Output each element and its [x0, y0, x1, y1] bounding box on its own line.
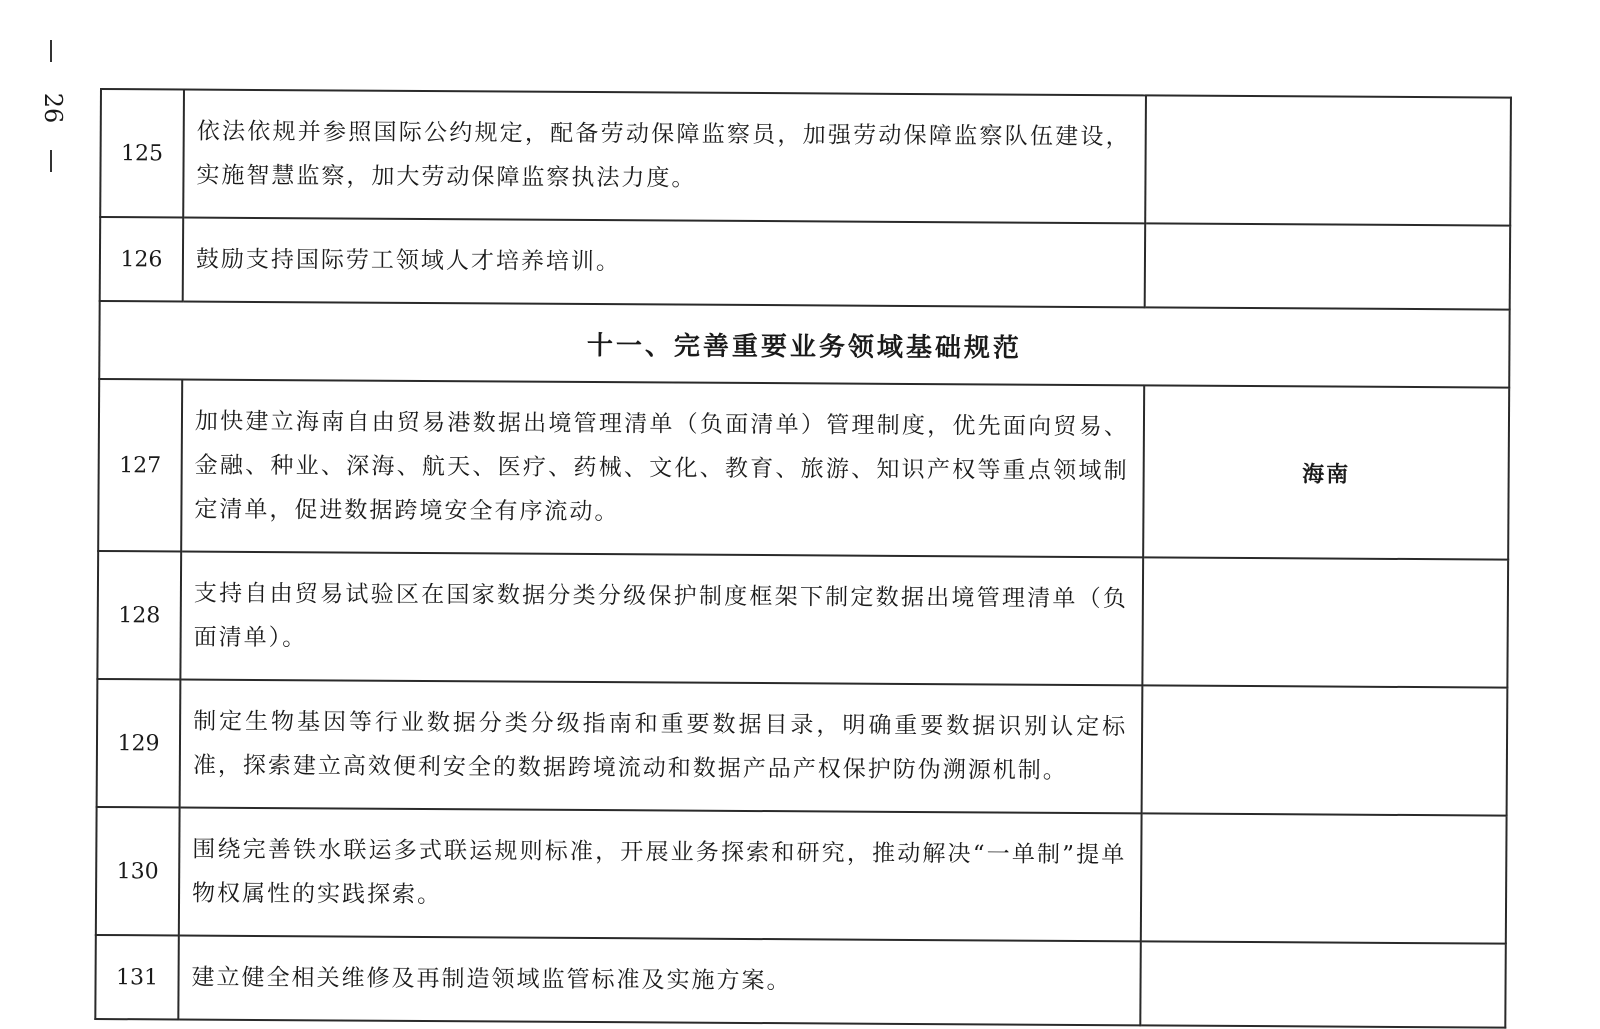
row-region	[1142, 685, 1508, 815]
table-row	[100, 217, 1510, 310]
row-number: 127	[98, 379, 182, 552]
policy-table	[94, 88, 1512, 1029]
table-row	[100, 89, 1511, 226]
row-number: 129	[97, 679, 181, 808]
page-number-dash-bottom	[50, 150, 52, 172]
row-number: 130	[96, 807, 180, 936]
row-number: 128	[97, 551, 181, 680]
table-row	[95, 935, 1505, 1028]
page-number-dash-top	[50, 40, 52, 62]
row-text: 依法依规并参照国际公约规定，配备劳动保障监察员，加强劳动保障监察队伍建设，实施智慧监察，加大劳动保障监察执法力度。	[183, 90, 1146, 224]
row-region	[1142, 557, 1508, 687]
row-number: 126	[100, 217, 184, 302]
table-row	[97, 679, 1508, 816]
row-region	[1141, 813, 1507, 943]
page-number	[28, 40, 76, 190]
section-heading-row	[99, 301, 1509, 388]
row-region	[1140, 941, 1506, 1027]
section-title: 十一、完善重要业务领域基础规范	[99, 301, 1509, 388]
page-number-value: 26	[39, 92, 67, 124]
row-text: 建立健全相关维修及再制造领域监管标准及实施方案。	[178, 935, 1140, 1025]
row-text: 加快建立海南自由贸易港数据出境管理清单（负面清单）管理制度，优先面向贸易、金融、种业、深海、航天、医疗、药械、文化、教育、旅游、知识产权等重点领域制定清单，促进数据跨境安全有序流动。	[181, 380, 1144, 558]
row-region	[1145, 223, 1511, 309]
row-text: 制定生物基因等行业数据分类分级指南和重要数据目录，明确重要数据识别认定标准，探索建立高效便利安全的数据跨境流动和数据产品产权保护防伪溯源机制。	[180, 680, 1143, 814]
row-region	[1145, 95, 1511, 225]
row-region: 海南	[1143, 385, 1509, 559]
table-row	[97, 551, 1508, 688]
row-text: 支持自由贸易试验区在国家数据分类分级保护制度框架下制定数据出境管理清单（负面清单）。	[180, 552, 1143, 686]
row-text: 围绕完善铁水联运多式联运规则标准，开展业务探索和研究，推动解决“一单制”提单物权属性的实践探索。	[179, 807, 1142, 941]
row-number: 125	[100, 89, 184, 218]
table-row	[96, 807, 1507, 944]
table-row	[98, 379, 1509, 560]
row-text: 鼓励支持国际劳工领域人才培养培训。	[183, 218, 1145, 308]
row-number: 131	[95, 935, 179, 1020]
